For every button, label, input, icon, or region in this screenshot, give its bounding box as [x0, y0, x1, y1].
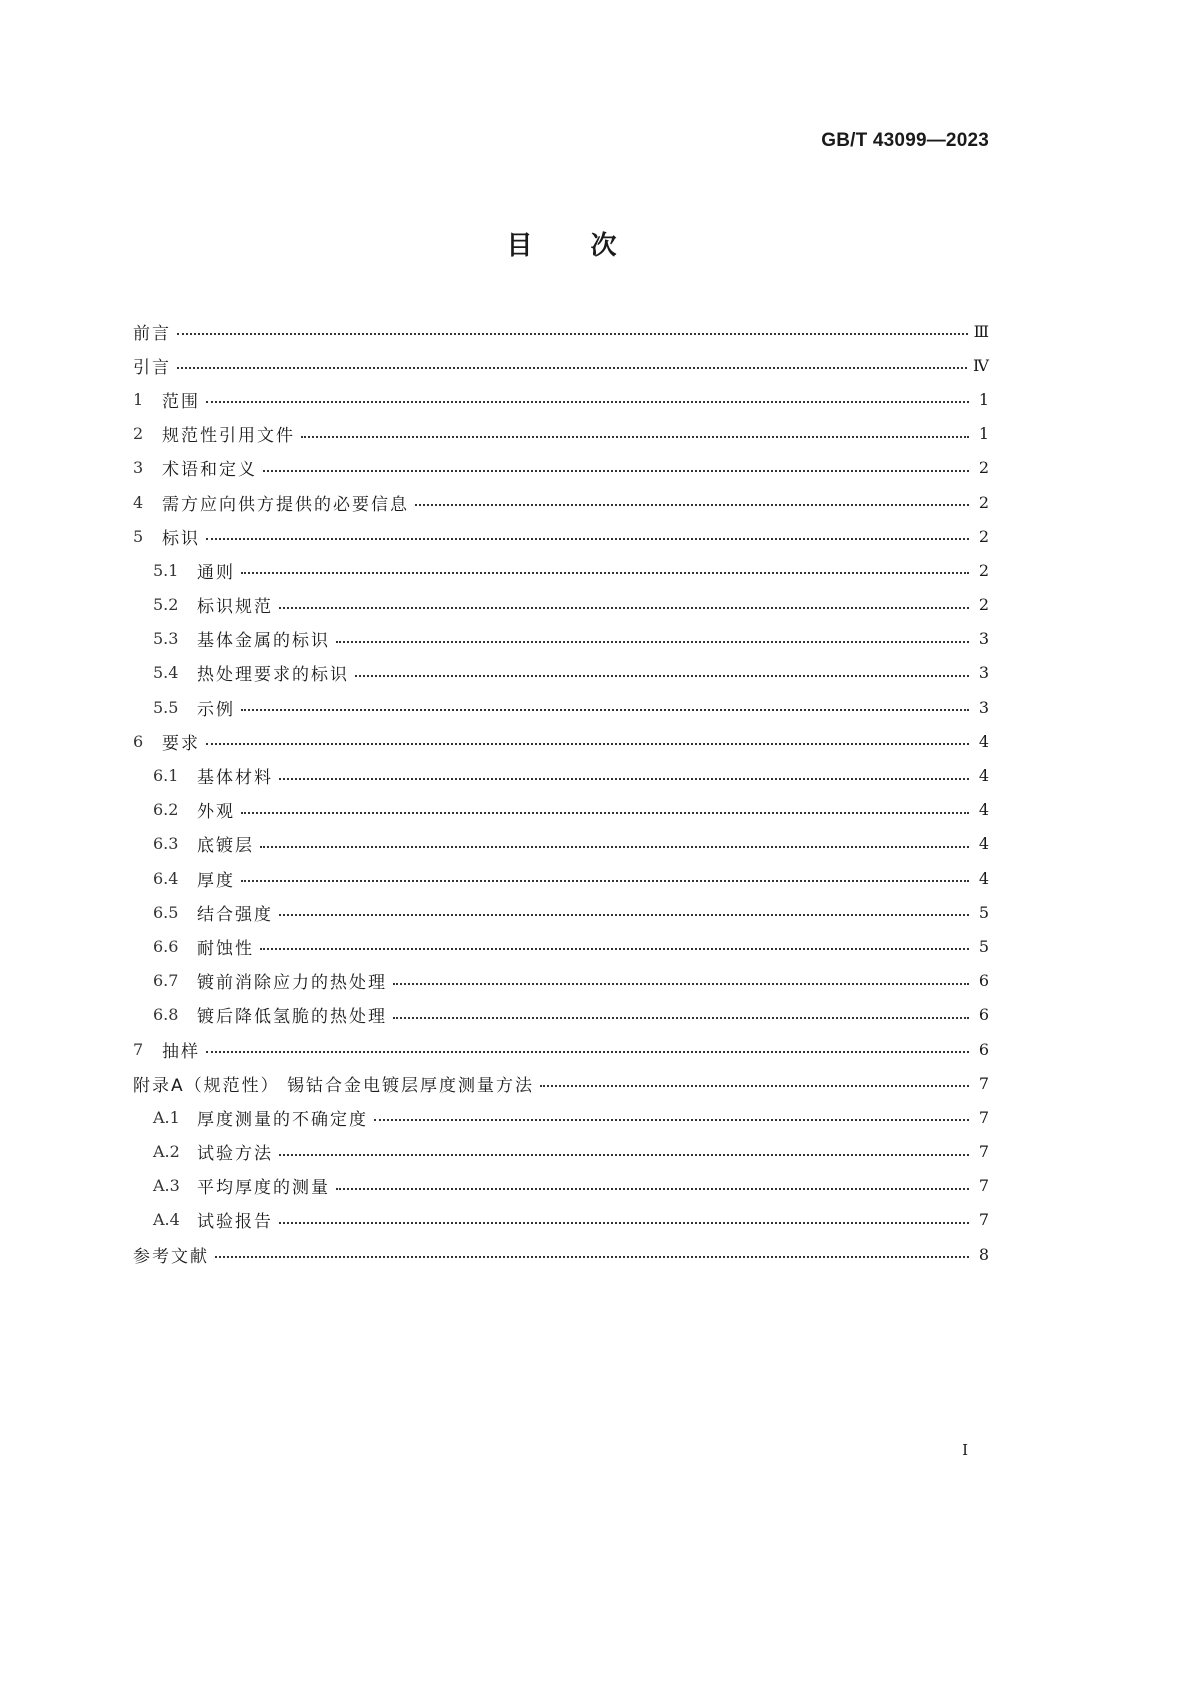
toc-entry-label: 通则 — [197, 562, 235, 583]
toc-dot-leader — [206, 743, 969, 745]
toc-entry-number: 4 — [133, 492, 144, 512]
document-code: GB/T 43099—2023 — [821, 130, 989, 151]
toc-entry-number: 7 — [133, 1039, 144, 1059]
toc-entry-label: 热处理要求的标识 — [197, 665, 349, 686]
toc-entry-label: 镀后降低氢脆的热处理 — [197, 1007, 387, 1028]
toc-entry-label: 结合强度 — [197, 904, 273, 925]
toc-entry-label: 需方应向供方提供的必要信息 — [162, 494, 409, 515]
toc-entry[interactable] — [133, 1203, 989, 1237]
toc-entry-label: 厚度 — [197, 870, 235, 891]
toc-entry-label: 平均厚度的测量 — [197, 1178, 330, 1199]
toc-entry-page: 5 — [978, 902, 989, 922]
toc-entry[interactable] — [133, 656, 989, 690]
toc-dot-leader — [241, 812, 969, 814]
toc-entry-label: 范围 — [162, 391, 200, 412]
toc-dot-leader — [301, 436, 969, 438]
toc-entry[interactable] — [133, 382, 989, 416]
toc-entry-label: 镀前消除应力的热处理 — [197, 973, 387, 994]
toc-dot-leader — [260, 846, 969, 848]
toc-dot-leader — [215, 1256, 969, 1258]
toc-dot-leader — [241, 709, 969, 711]
toc-entry-label: 附录A（规范性） 锡钴合金电镀层厚度测量方法 — [133, 1075, 535, 1096]
toc-entry-number: 3 — [133, 458, 144, 478]
toc-entry-number: A.4 — [153, 1210, 180, 1230]
toc-entry-number: 6.3 — [153, 834, 179, 854]
toc-entry-label: 标识规范 — [197, 597, 273, 618]
toc-entry[interactable] — [133, 1135, 989, 1169]
toc-dot-leader — [336, 641, 969, 643]
toc-entry-page: 4 — [978, 800, 989, 820]
toc-dot-leader — [415, 504, 969, 506]
toc-entry[interactable] — [133, 793, 989, 827]
toc-entry-number: A.1 — [153, 1107, 180, 1127]
toc-entry-number: 6.2 — [153, 800, 179, 820]
toc-entry-label: 参考文献 — [133, 1246, 209, 1267]
toc-entry[interactable] — [133, 1169, 989, 1203]
toc-entry-label: 前言 — [133, 323, 171, 344]
toc-dot-leader — [279, 1222, 969, 1224]
toc-entry[interactable] — [133, 553, 989, 587]
toc-entry-page: 2 — [978, 492, 989, 512]
toc-entry-label: 抽样 — [162, 1041, 200, 1062]
toc-dot-leader — [279, 778, 969, 780]
toc-entry-label: 基体材料 — [197, 768, 273, 789]
toc-entry-number: 6.7 — [153, 971, 179, 991]
toc-entry-page: 4 — [978, 868, 989, 888]
toc-entry-number: 1 — [133, 389, 144, 409]
toc-entry-page: 2 — [978, 458, 989, 478]
toc-entry[interactable] — [133, 348, 989, 382]
toc-entry-number: 6.4 — [153, 868, 179, 888]
toc-entry[interactable] — [133, 1100, 989, 1134]
toc-entry-label: 试验方法 — [197, 1144, 273, 1165]
toc-entry-page: 7 — [978, 1107, 989, 1127]
toc-entry[interactable] — [133, 861, 989, 895]
toc-entry-page: 8 — [978, 1244, 989, 1264]
toc-entry-label: 术语和定义 — [162, 460, 257, 481]
toc-entry-page: 7 — [978, 1142, 989, 1162]
toc-title: 目次 — [506, 231, 675, 261]
toc-entry-page: 4 — [978, 766, 989, 786]
toc-entry-number: 5.5 — [153, 697, 179, 717]
toc-entry-page: Ⅲ — [973, 321, 989, 341]
toc-entry-number: 6.8 — [153, 1005, 179, 1025]
toc-dot-leader — [393, 983, 969, 985]
toc-dot-leader — [263, 470, 969, 472]
toc-entry-page: 1 — [978, 389, 989, 409]
toc-entry[interactable] — [133, 485, 989, 519]
toc-entry-number: 5 — [133, 526, 144, 546]
toc-dot-leader — [206, 1051, 969, 1053]
toc-dot-leader — [206, 401, 969, 403]
toc-dot-leader — [336, 1188, 969, 1190]
toc-entry-page: 7 — [978, 1176, 989, 1196]
toc-dot-leader — [355, 675, 969, 677]
toc-entry-page: 1 — [978, 424, 989, 444]
toc-dot-leader — [241, 880, 969, 882]
toc-entry[interactable] — [133, 998, 989, 1032]
toc-entry-page: 3 — [978, 663, 989, 683]
toc-entry-page: Ⅳ — [973, 355, 989, 375]
toc-entry-label: 基体金属的标识 — [197, 631, 330, 652]
toc-entry-label: 底镀层 — [197, 836, 254, 857]
toc-dot-leader — [279, 1154, 969, 1156]
toc-dot-leader — [206, 538, 969, 540]
toc-entry-number: A.2 — [153, 1142, 180, 1162]
toc-entry[interactable] — [133, 417, 989, 451]
toc-entry-page: 6 — [978, 1005, 989, 1025]
toc-entry-number: 6 — [133, 731, 144, 751]
toc-entry[interactable] — [133, 1066, 989, 1100]
toc-entry-page: 3 — [978, 697, 989, 717]
toc-entry-page: 2 — [978, 595, 989, 615]
toc-entry-page: 7 — [978, 1210, 989, 1230]
toc-entry-label: 外观 — [197, 802, 235, 823]
toc-entry-label: 标识 — [162, 528, 200, 549]
toc-entry[interactable] — [133, 1237, 989, 1271]
toc-entry-number: 5.2 — [153, 595, 179, 615]
toc-entry[interactable] — [133, 929, 989, 963]
toc-entry[interactable] — [133, 895, 989, 929]
toc-entry[interactable] — [133, 1032, 989, 1066]
toc-dot-leader — [241, 572, 969, 574]
page-number: Ⅰ — [962, 1441, 968, 1459]
toc-entry-page: 5 — [978, 936, 989, 956]
toc-entry-number: A.3 — [153, 1176, 180, 1196]
toc-entry-number: 2 — [133, 424, 144, 444]
toc-entry-page: 2 — [978, 560, 989, 580]
toc-entry[interactable] — [133, 314, 989, 348]
toc-entry-number: 5.1 — [153, 560, 179, 580]
toc-entry-number: 6.5 — [153, 902, 179, 922]
toc-dot-leader — [279, 914, 969, 916]
toc-dot-leader — [540, 1085, 969, 1087]
toc-entry-page: 4 — [978, 731, 989, 751]
toc-entry-page: 4 — [978, 834, 989, 854]
toc-entry[interactable] — [133, 519, 989, 553]
toc-entry[interactable] — [133, 964, 989, 998]
toc-entry-number: 5.4 — [153, 663, 179, 683]
toc-entry-label: 试验报告 — [197, 1212, 273, 1233]
toc-dot-leader — [260, 948, 969, 950]
toc-entry-label: 厚度测量的不确定度 — [197, 1109, 368, 1130]
toc-entry-label: 规范性引用文件 — [162, 426, 295, 447]
toc-entry-page: 3 — [978, 629, 989, 649]
toc-dot-leader — [177, 367, 967, 369]
toc-entry[interactable] — [133, 588, 989, 622]
toc-entry[interactable] — [133, 827, 989, 861]
toc-entry-page: 7 — [978, 1073, 989, 1093]
toc-entry-label: 示例 — [197, 699, 235, 720]
toc-entry[interactable] — [133, 724, 989, 758]
toc-dot-leader — [374, 1119, 969, 1121]
toc-dot-leader — [177, 333, 968, 335]
toc-entry-label: 耐蚀性 — [197, 938, 254, 959]
toc-entry-page: 6 — [978, 1039, 989, 1059]
toc-list — [133, 314, 989, 1271]
toc-entry[interactable] — [133, 758, 989, 792]
toc-entry[interactable] — [133, 690, 989, 724]
toc-dot-leader — [393, 1017, 969, 1019]
toc-dot-leader — [279, 607, 969, 609]
toc-entry-page: 6 — [978, 971, 989, 991]
toc-entry[interactable] — [133, 451, 989, 485]
toc-entry-number: 6.1 — [153, 766, 179, 786]
toc-entry-label: 要求 — [162, 733, 200, 754]
toc-entry[interactable] — [133, 622, 989, 656]
toc-entry-label: 引言 — [133, 357, 171, 378]
toc-entry-number: 5.3 — [153, 629, 179, 649]
toc-entry-page: 2 — [978, 526, 989, 546]
toc-entry-number: 6.6 — [153, 936, 179, 956]
